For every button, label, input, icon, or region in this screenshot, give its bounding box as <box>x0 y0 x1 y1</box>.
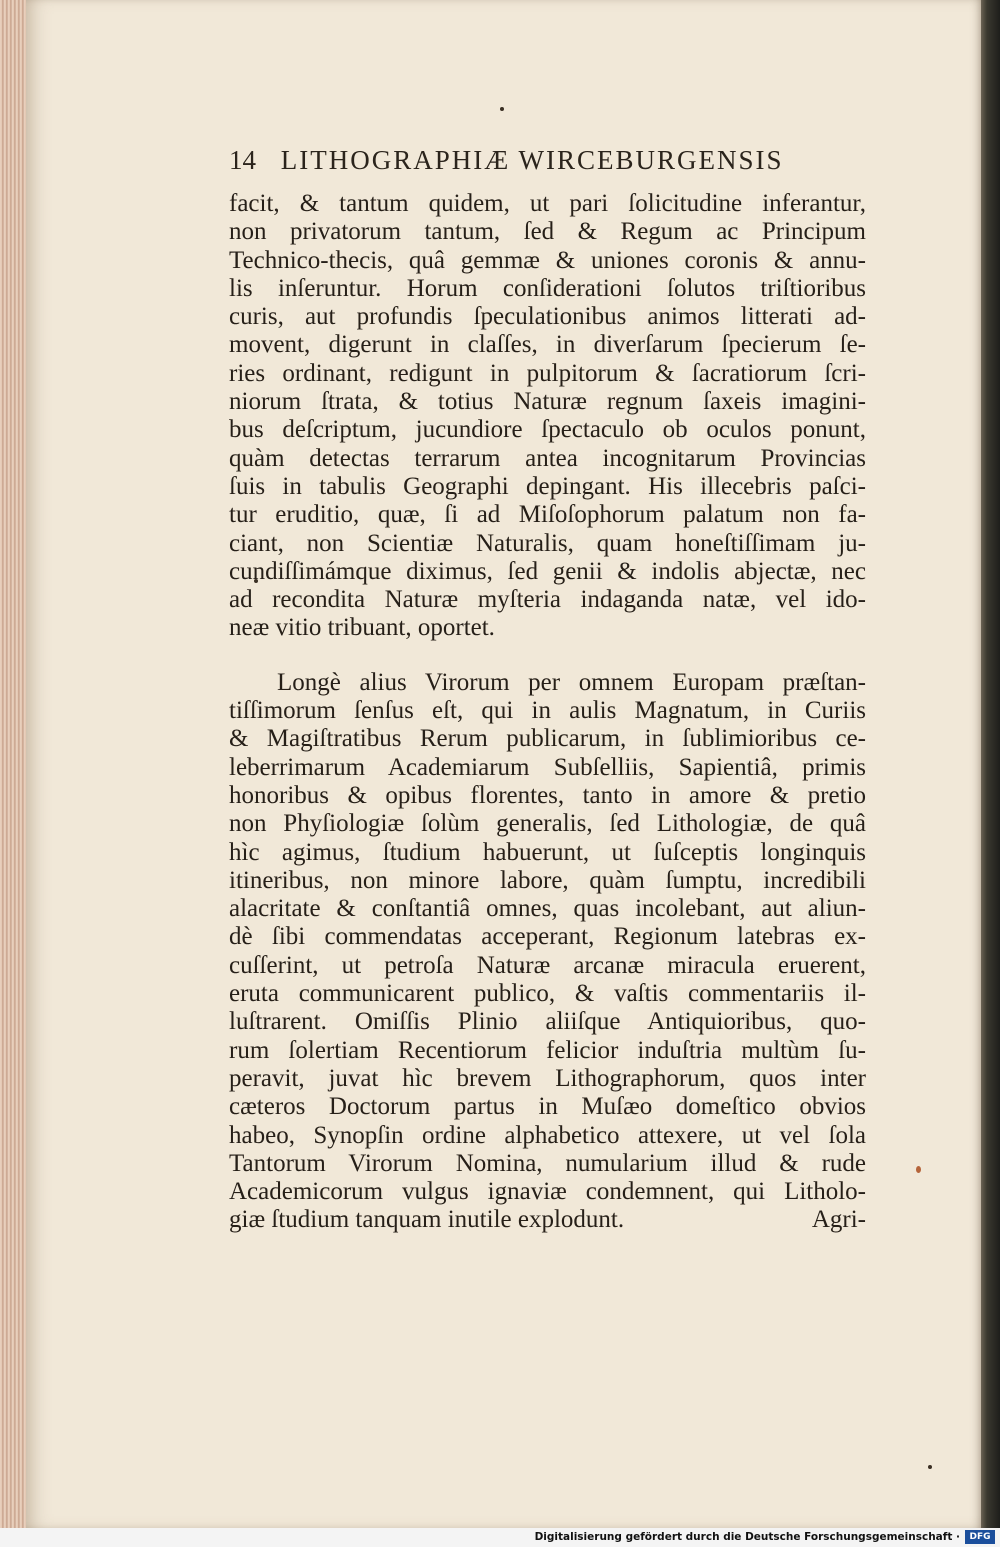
footer-bar <box>0 1528 1000 1547</box>
text-line-content: tiſſimorum ſenſus eſt, qui in aulis Magnatum, in Curiis <box>229 697 866 725</box>
text-line-content: ſuis in tabulis Geographi depingant. His illecebris paſci- <box>229 472 866 500</box>
text-line <box>229 1122 866 1150</box>
text-line <box>229 360 866 388</box>
text-line-content: honoribus & opibus florentes, tanto in amore & pretio <box>229 781 866 809</box>
text-line-content: Technico-thecis, quâ gemmæ & uniones coronis & annu- <box>229 246 866 274</box>
text-line <box>229 247 866 275</box>
book-cover-edge <box>981 0 1000 1528</box>
text-line <box>229 1178 866 1206</box>
text-line-content: & Magiſtratibus Rerum publicarum, in ſublimioribus ce- <box>229 725 866 753</box>
text-line-content: Tantorum Virorum Nomina, numularium illud & rude <box>229 1149 866 1177</box>
text-line-content: tur eruditio, quæ, ſi ad Miſoſophorum palatum non fa- <box>229 501 866 529</box>
text-line <box>229 839 866 867</box>
text-line-content: Longè alius Virorum per omnem Europam præſtan- <box>277 668 866 696</box>
text-line-content: peravit, juvat hìc brevem Lithographorum, quos inter <box>229 1064 866 1092</box>
text-line-content: leberrimarum Academiarum Subſelliis, Sapientiâ, primis <box>229 753 866 781</box>
text-line-content: facit, & tantum quidem, ut pari ſolicitudine inferantur, <box>229 190 866 217</box>
text-line <box>229 614 866 642</box>
dfg-logo: DFG <box>965 1530 995 1544</box>
text-line <box>229 867 866 895</box>
text-line <box>229 1065 866 1093</box>
text-line-content: itineribus, non minore labore, quàm ſumptu, incredibili <box>229 866 866 894</box>
text-line-content: curis, aut profundis ſpeculationibus animos litterati ad- <box>229 303 866 331</box>
text-line <box>229 697 866 725</box>
text-line-content: rum ſolertiam Recentiorum felicior induſtria multùm ſu- <box>229 1036 866 1064</box>
text-line-content: quàm detectas terrarum antea incognitarum Provincias <box>229 444 866 472</box>
text-line-content: habeo, Synopſin ordine alphabetico attexere, ut vel ſola <box>229 1121 866 1149</box>
text-line-content: luſtrarent. Omiſſis Plinio aliiſque Antiquioribus, quo- <box>229 1008 866 1036</box>
paragraph <box>229 190 866 643</box>
text-line-content: movent, digerunt in claſſes, in diverſarum ſpecierum ſe- <box>229 331 866 359</box>
text-line-content: giæ ſtudium tanquam inutile explodunt. <box>229 1206 625 1234</box>
text-line-content: lis inſeruntur. Horum conſiderationi ſolutos triſtioribus <box>229 274 866 302</box>
text-line <box>229 416 866 444</box>
text-line-content: bus deſcriptum, jucundiore ſpectaculo ob oculos ponunt, <box>229 416 866 444</box>
text-line-content: hìc agimus, ſtudium habuerunt, ut ſuſceptis longinquis <box>229 838 866 866</box>
text-line <box>229 1206 866 1234</box>
text-line-content: ad recondita Naturæ myſteria indaganda natæ, vel ido- <box>229 586 866 614</box>
ink-speck <box>928 1465 932 1469</box>
text-line <box>229 530 866 558</box>
text-line <box>229 754 866 782</box>
text-line <box>229 782 866 810</box>
text-line <box>229 473 866 501</box>
text-line <box>229 558 866 586</box>
text-line-content: cæteros Doctorum partus in Muſæo domeſtico obvios <box>229 1093 866 1121</box>
text-line-content: cuſſerint, ut petroſa Naturæ arcanæ miracula eruerent, <box>229 951 866 979</box>
text-line <box>229 388 866 416</box>
text-line-content: non privatorum tantum, ſed & Regum ac Principum <box>229 218 866 246</box>
text-line <box>229 725 866 753</box>
ink-speck <box>916 1166 921 1173</box>
text-line <box>229 445 866 473</box>
text-line <box>229 895 866 923</box>
text-line-content: dè ſibi commendatas acceperant, Regionum latebras ex- <box>229 923 866 951</box>
text-line <box>229 218 866 246</box>
text-body <box>229 190 866 1235</box>
text-line <box>229 1037 866 1065</box>
text-line <box>229 1093 866 1121</box>
text-line <box>229 501 866 529</box>
text-line-content: non Phyſiologiæ ſolùm generalis, ſed Lithologiæ, de quâ <box>229 810 866 838</box>
running-title: LITHOGRAPHIÆ WIRCEBURGENSIS <box>280 145 784 175</box>
text-line <box>229 1150 866 1178</box>
text-line-content: alacritate & conſtantiâ omnes, quas incolebant, aut aliun- <box>229 895 866 923</box>
text-line <box>229 303 866 331</box>
running-header <box>229 145 869 176</box>
text-line-content: ciant, non Scientiæ Naturalis, quam honeſtiſſimam ju- <box>229 529 866 557</box>
text-line <box>229 190 866 218</box>
text-line-content: cundiſſimámque diximus, ſed genii & indolis abjectæ, nec <box>229 557 866 585</box>
text-line <box>229 810 866 838</box>
ink-speck <box>500 107 504 111</box>
text-line <box>229 980 866 1008</box>
catchword: Agri- <box>811 1206 866 1234</box>
funding-credit: Digitalisierung gefördert durch die Deutsche Forschungsgemeinschaft · <box>534 1531 960 1543</box>
page-number: 14 <box>229 145 256 175</box>
text-line <box>229 952 866 980</box>
text-line-content: Academicorum vulgus ignaviæ condemnent, qui Litholo- <box>229 1178 866 1206</box>
paragraph <box>229 669 866 1235</box>
text-line <box>229 1008 866 1036</box>
text-line <box>229 331 866 359</box>
text-line <box>229 586 866 614</box>
text-line <box>229 669 866 697</box>
text-line-content: ries ordinant, redigunt in pulpitorum & ſacratiorum ſcri- <box>229 359 866 387</box>
text-line <box>229 923 866 951</box>
page-edges <box>0 0 26 1528</box>
text-line-content: eruta communicarent publico, & vaſtis commentariis il- <box>229 980 866 1008</box>
text-line-content: neæ vitio tribuant, oportet. <box>229 614 495 642</box>
text-line <box>229 275 866 303</box>
text-line-content: niorum ſtrata, & totius Naturæ regnum ſaxeis imagini- <box>229 388 866 416</box>
